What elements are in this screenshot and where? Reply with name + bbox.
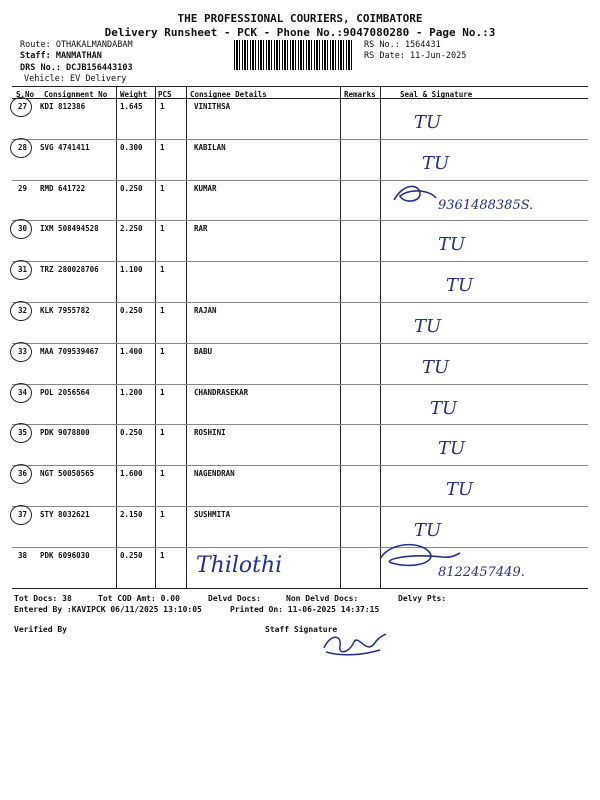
row-divider xyxy=(12,220,588,221)
row-divider xyxy=(12,302,588,303)
row-weight: 2.250 xyxy=(120,224,143,234)
row-signature: TU xyxy=(414,520,442,541)
row-consignment-no: TRZ 280028706 xyxy=(40,265,99,275)
row-signature: 8122457449. xyxy=(438,564,525,580)
row-signature: TU xyxy=(414,316,442,337)
column-divider xyxy=(116,86,117,588)
row-sno: 31 xyxy=(18,265,28,275)
row-pcs: 1 xyxy=(160,428,165,438)
row-weight: 1.100 xyxy=(120,265,143,275)
column-divider xyxy=(380,86,381,588)
sno-circle-mark xyxy=(10,219,32,239)
delivered-docs: Delvd Docs: xyxy=(208,594,261,603)
row-signature: TU xyxy=(446,275,474,297)
row-pcs: 1 xyxy=(160,306,165,315)
table-top-rule xyxy=(12,86,588,87)
row-consignee: CHANDRASEKAR xyxy=(194,387,249,397)
row-signature: TU xyxy=(438,438,466,460)
sno-circle-mark xyxy=(10,505,32,525)
row-pcs: 1 xyxy=(160,469,165,479)
row-consignment-no: PDK 9078800 xyxy=(40,428,90,438)
row-signature: TU xyxy=(446,479,474,501)
row-divider xyxy=(12,465,588,466)
scribble-signature-29 xyxy=(390,180,440,208)
row-signature: TU xyxy=(430,397,458,419)
sno-circle-mark xyxy=(10,260,32,280)
row-sno: 38 xyxy=(18,550,28,560)
row-sno: 27 xyxy=(18,102,28,111)
row-sno: 33 xyxy=(18,346,28,356)
row-consignment-no: KDI 812386 xyxy=(40,102,86,111)
row-consignee: NAGENDRAN xyxy=(194,469,235,479)
total-cod: Tot COD Amt: 0.00 xyxy=(98,594,180,603)
row-sno: 32 xyxy=(18,306,28,315)
row-weight: 0.250 xyxy=(120,183,143,193)
delivery-points: Delvy Pts: xyxy=(398,594,447,603)
rs-number: RS No.: 1564431 xyxy=(364,40,441,50)
sno-circle-mark xyxy=(10,342,32,362)
sno-circle-mark xyxy=(10,464,32,484)
row-divider xyxy=(12,180,588,181)
total-docs: Tot Docs: 38 xyxy=(14,594,72,603)
row-weight: 0.250 xyxy=(120,306,143,315)
row-divider xyxy=(12,547,588,548)
column-divider xyxy=(186,86,187,588)
row-pcs: 1 xyxy=(160,510,165,519)
staff-label: Staff: MANMATHAN xyxy=(20,51,102,61)
sno-circle-mark xyxy=(10,97,32,117)
handwritten-name: Thilothi xyxy=(196,553,283,578)
row-sno: 28 xyxy=(18,142,28,152)
col-consignment: Consignment No xyxy=(44,90,108,99)
row-consignment-no: MAA 709539467 xyxy=(40,346,99,356)
vehicle-label: Vehicle: EV Delivery xyxy=(24,74,127,84)
row-divider xyxy=(12,424,588,425)
row-weight: 0.250 xyxy=(120,550,143,560)
column-divider xyxy=(340,86,341,588)
row-sno: 34 xyxy=(18,387,28,397)
verified-by: Verified By xyxy=(14,625,67,634)
row-signature: 9361488385S. xyxy=(438,197,534,213)
row-pcs: 1 xyxy=(160,265,165,275)
row-sno: 37 xyxy=(18,510,28,519)
row-signature: TU xyxy=(438,234,466,256)
row-weight: 1.645 xyxy=(120,102,143,111)
row-divider xyxy=(12,139,588,140)
row-consignee: BABU xyxy=(194,346,213,356)
staff-signature-label: Staff Signature xyxy=(265,625,338,634)
row-sno: 30 xyxy=(18,224,28,234)
rs-date: RS Date: 11-Jun-2025 xyxy=(364,51,467,61)
row-consignment-no: RMD 641722 xyxy=(40,183,86,193)
col-signature: Seal & Signature xyxy=(400,90,473,99)
entered-by: Entered By :KAVIPCK 06/11/2025 13:10:05 xyxy=(14,605,202,614)
company-title: THE PROFESSIONAL COURIERS, COIMBATORE xyxy=(177,12,423,25)
row-consignment-no: STY 8032621 xyxy=(40,510,90,519)
row-consignment-no: IXM 508494528 xyxy=(40,224,99,234)
sno-circle-mark xyxy=(10,383,32,403)
row-pcs: 1 xyxy=(160,550,165,560)
row-divider xyxy=(12,343,588,344)
row-consignment-no: SVG 4741411 xyxy=(40,142,90,152)
row-consignment-no: NGT 50050565 xyxy=(40,469,95,479)
row-consignment-no: KLK 7955782 xyxy=(40,306,90,315)
printed-on: Printed On: 11-06-2025 14:37:15 xyxy=(230,605,380,614)
col-pcs: PCS xyxy=(158,90,172,99)
row-signature: TU xyxy=(414,112,442,133)
row-sno: 35 xyxy=(18,428,28,438)
col-remarks: Remarks xyxy=(344,90,376,99)
row-pcs: 1 xyxy=(160,183,165,193)
row-weight: 1.400 xyxy=(120,346,143,356)
row-pcs: 1 xyxy=(160,102,165,111)
row-consignee: KABILAN xyxy=(194,142,226,152)
row-signature: TU xyxy=(422,356,450,378)
row-signature: TU xyxy=(422,152,450,174)
row-consignee: KUMAR xyxy=(194,183,217,193)
scribble-signature-38 xyxy=(372,535,462,575)
row-weight: 0.250 xyxy=(120,428,143,438)
row-consignee: SUSHMITA xyxy=(194,510,231,519)
column-divider xyxy=(155,86,156,588)
col-consignee: Consignee Details xyxy=(190,90,267,99)
row-consignee: RAJAN xyxy=(194,306,217,315)
row-consignee: ROSHINI xyxy=(194,428,226,438)
row-divider xyxy=(12,384,588,385)
row-consignment-no: PDK 6096030 xyxy=(40,550,90,560)
non-delivered-docs: Non Delvd Docs: xyxy=(286,594,359,603)
row-sno: 36 xyxy=(18,469,28,479)
row-pcs: 1 xyxy=(160,142,165,152)
drs-number: DRS No.: DCJB156443103 xyxy=(20,63,133,73)
route-label: Route: OTHAKALMANDABAM xyxy=(20,40,133,50)
sno-circle-mark xyxy=(10,301,32,321)
row-divider xyxy=(12,506,588,507)
row-weight: 1.200 xyxy=(120,387,143,397)
row-weight: 1.600 xyxy=(120,469,143,479)
row-weight: 2.150 xyxy=(120,510,143,519)
sno-circle-mark xyxy=(10,138,32,158)
col-weight: Weight xyxy=(120,90,148,99)
col-sno: S.No xyxy=(16,90,35,99)
row-pcs: 1 xyxy=(160,387,165,397)
row-consignment-no: POL 2056564 xyxy=(40,387,90,397)
row-pcs: 1 xyxy=(160,346,165,356)
barcode xyxy=(234,40,354,70)
runsheet-subtitle: Delivery Runsheet - PCK - Phone No.:9047080280 - Page No.:3 xyxy=(104,26,496,39)
row-consignee: VINITHSA xyxy=(194,102,231,111)
sno-circle-mark xyxy=(10,423,32,443)
row-consignee: RAR xyxy=(194,224,208,234)
row-weight: 0.300 xyxy=(120,142,143,152)
staff-signature xyxy=(320,630,390,660)
row-pcs: 1 xyxy=(160,224,165,234)
row-sno: 29 xyxy=(18,183,28,193)
table-bottom-rule xyxy=(12,588,588,589)
row-divider xyxy=(12,261,588,262)
